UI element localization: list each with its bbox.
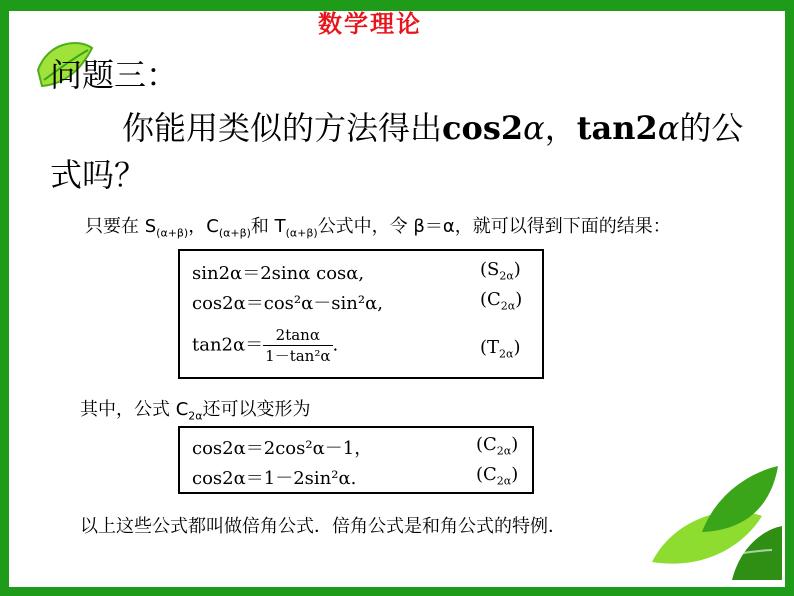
cos-variant-2-tag [476, 464, 518, 488]
cos-formula-tag [480, 289, 522, 313]
tag-open: (C [476, 434, 497, 455]
variant-note [80, 395, 311, 423]
intro-post: 公式中，令 β＝α，就可以得到下面的结果： [317, 216, 671, 237]
leaf-cluster-icon [632, 452, 782, 580]
alpha-symbol: α [657, 109, 680, 147]
tag-close: ) [513, 259, 521, 280]
tag-close: ) [511, 464, 519, 485]
intro-c: ，C [188, 216, 219, 237]
alpha-symbol: α [523, 109, 545, 147]
tan-double-formula [192, 325, 338, 366]
question-line-2: 式吗？ [50, 156, 147, 194]
summary-note: 以上这些公式都叫做倍角公式．倍角公式是和角公式的特例． [80, 516, 566, 537]
slide-banner-title: 数学理论 [318, 10, 422, 38]
question-label: 问题三： [50, 56, 179, 94]
cos-variant-1: cos2α＝2cos²α－1， [192, 438, 373, 459]
tag-close: ) [511, 434, 519, 455]
tag-close: ) [515, 289, 523, 310]
tan-numerator: 2tanα [263, 325, 332, 346]
note1-post: 还可以变形为 [202, 399, 311, 420]
intro-c-sub: (α+β) [218, 226, 251, 240]
question-line-1 [122, 103, 743, 149]
cos-variant-2: cos2α＝1－2sin²α. [192, 468, 357, 489]
intro-t: 和 T [250, 216, 286, 237]
tag-close: ) [513, 337, 521, 358]
intro-t-sub: (α+β) [285, 226, 318, 240]
separator: ， [544, 109, 577, 147]
tag-sub: 2α [499, 347, 514, 361]
note1-pre: 其中，公式 C [80, 399, 189, 420]
double-angle-formula-box [178, 249, 544, 379]
cos-variant-formula-box [178, 426, 534, 494]
tan-formula-tag [480, 337, 521, 361]
tan-denominator: 1－tan²α [265, 347, 331, 365]
tag-sub: 2α [499, 269, 514, 283]
intro-pre: 只要在 S [85, 216, 157, 237]
tan-end: . [332, 334, 339, 356]
intro-text [85, 212, 671, 240]
tag-open: (C [480, 289, 501, 310]
sin-formula-tag [480, 259, 521, 283]
note1-sub: 2α [188, 409, 203, 423]
cos-term: cos2 [442, 109, 524, 147]
tag-open: (C [476, 464, 497, 485]
cos-double-formula: cos2α＝cos²α－sin²α, [192, 293, 383, 314]
tan-fraction [263, 325, 332, 366]
question-text-pre: 你能用类似的方法得出 [122, 109, 443, 147]
cos-variant-1-tag [476, 434, 518, 458]
tag-sub: 2α [500, 299, 516, 313]
tan-term: tan2 [576, 109, 658, 147]
intro-s-sub: (α+β) [156, 226, 189, 240]
question-text-post: 的公 [679, 109, 744, 147]
tag-sub: 2α [496, 474, 512, 488]
sin-double-formula: sin2α＝2sinα cosα, [192, 263, 365, 284]
tag-open: (S [480, 259, 500, 280]
tan-lhs: tan2α＝ [192, 334, 264, 356]
tag-sub: 2α [496, 444, 512, 458]
tag-open: (T [480, 337, 500, 358]
